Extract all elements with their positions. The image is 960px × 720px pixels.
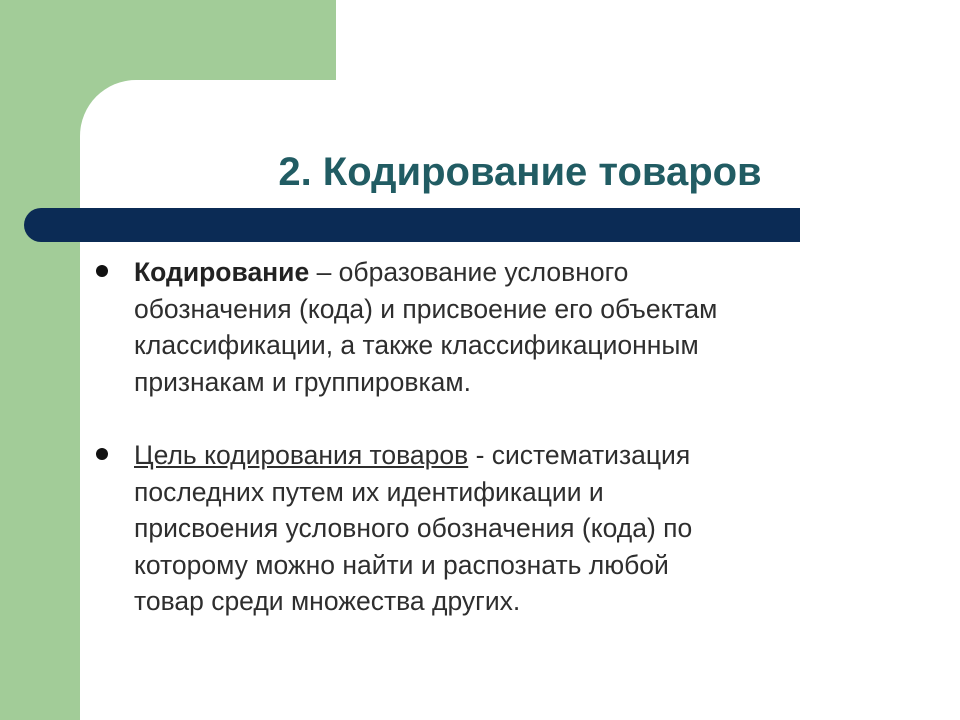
- goal-text: - систематизация последних путем их идентификации и присвоения условного обозначения (кода) по которому можно найти и распознать любой товар среди множества других.: [134, 440, 693, 616]
- title-underline-bar: [24, 208, 800, 242]
- bullet-dot-icon: [96, 265, 108, 277]
- term-goal: Цель кодирования товаров: [134, 440, 469, 470]
- bullet-text: [134, 437, 692, 620]
- bullet-dot-icon: [96, 448, 108, 460]
- bullet-definition: [96, 254, 717, 400]
- bullet-text: [134, 254, 717, 400]
- definition-text: – образование условного обозначения (кода) и присвоение его объектам классификации, а также классификационным признакам и группировкам.: [134, 257, 718, 397]
- slide-title: 2. Кодирование товаров: [278, 150, 762, 194]
- term-coding: Кодирование: [134, 257, 310, 287]
- bullet-goal: [96, 437, 692, 620]
